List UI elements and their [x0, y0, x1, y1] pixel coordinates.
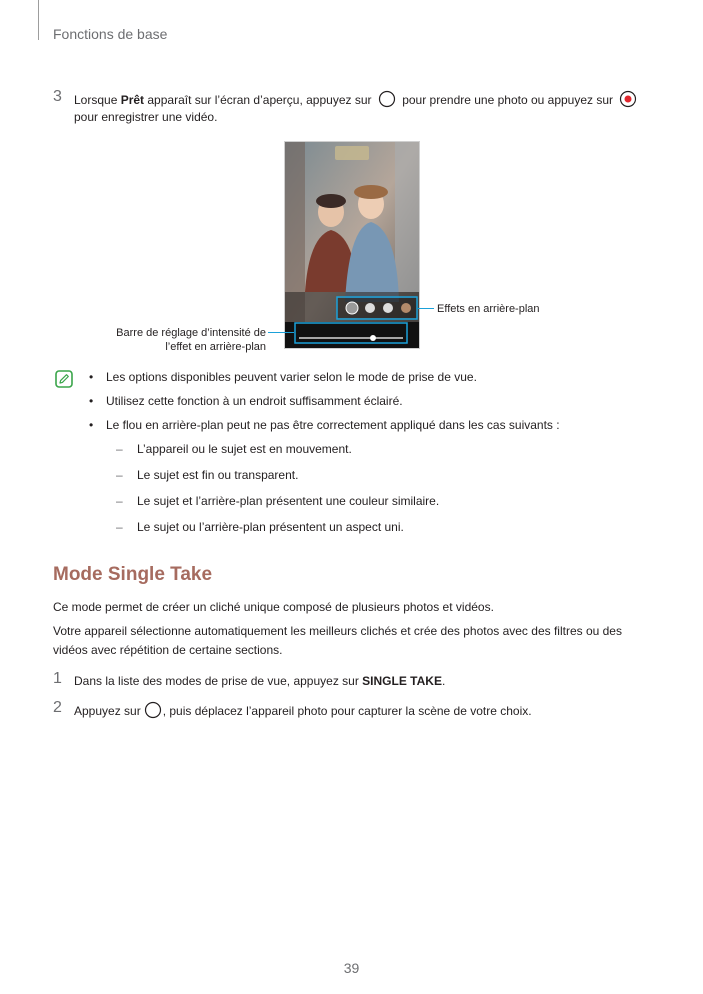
shutter-button-icon — [378, 90, 396, 114]
step-1-text — [74, 672, 445, 691]
step-3-bold: Prêt — [120, 93, 145, 107]
step-1-text-a: Dans la liste des modes de prise de vue, appuyez sur — [74, 674, 363, 688]
callout-left-line — [268, 332, 294, 333]
step-1-bold: SINGLE TAKE — [362, 674, 442, 688]
header-rule — [38, 0, 39, 40]
note-bullet-text: Le flou en arrière-plan peut ne pas être correctement appliqué dans les cas suivants : — [106, 418, 560, 432]
step-2-text — [74, 701, 532, 725]
shutter-button-icon — [144, 701, 162, 725]
dash-marker: – — [116, 520, 123, 534]
note-sub-item-text: Le sujet ou l’arrière-plan présentent un aspect uni. — [137, 520, 404, 534]
header-title: Fonctions de base — [53, 26, 168, 42]
callout-background-effects: Effets en arrière-plan — [437, 303, 540, 315]
callout-left-line2: l’effet en arrière-plan — [165, 341, 266, 353]
note-pencil-icon — [55, 370, 73, 393]
step-3-text-a: Lorsque — [74, 93, 121, 107]
note-sub-item-text: Le sujet est fin ou transparent. — [137, 468, 299, 482]
callout-left-line1: Barre de réglage d’intensité de — [116, 327, 266, 339]
dash-marker: – — [116, 468, 123, 482]
note-sub-item — [84, 466, 684, 492]
note-bullet-text: Les options disponibles peuvent varier selon le mode de prise de vue. — [106, 370, 477, 384]
note-sub-item-text: Le sujet et l’arrière-plan présentent une couleur similaire. — [137, 494, 440, 508]
bullet-dot: • — [89, 394, 94, 408]
callout-right-line — [418, 308, 434, 309]
camera-preview-image — [284, 141, 420, 349]
note-bullet — [84, 392, 684, 416]
section-title: Mode Single Take — [53, 564, 213, 585]
step-3-text-b: apparaît sur l’écran d’aperçu, appuyez sur — [144, 93, 372, 107]
record-button-icon — [619, 90, 637, 114]
section-paragraph-2 — [53, 622, 653, 660]
note-sub-item-text: L’appareil ou le sujet est en mouvement. — [137, 442, 352, 456]
step-2-number: 2 — [53, 699, 62, 716]
note-bullet — [84, 416, 684, 440]
bullet-dot: • — [89, 370, 94, 384]
callout-intensity-bar — [96, 326, 266, 354]
section-paragraph-1: Ce mode permet de créer un cliché unique composé de plusieurs photos et vidéos. — [53, 600, 494, 614]
dash-marker: – — [116, 494, 123, 508]
note-bullet — [84, 368, 684, 392]
page-number: 39 — [343, 960, 360, 976]
step-2-text-a: Appuyez sur — [74, 704, 141, 718]
dash-marker: – — [116, 442, 123, 456]
paragraph-2-line-1: Votre appareil sélectionne automatiquement les meilleurs clichés et crée des photos avec des filtres ou des — [53, 624, 622, 638]
step-2-text-b: , puis déplacez l’appareil photo pour capturer la scène de votre choix. — [162, 704, 532, 718]
note-bullet-text: Utilisez cette fonction à un endroit suffisamment éclairé. — [106, 394, 403, 408]
step-1-text-b: . — [441, 674, 446, 688]
note-sub-item — [84, 492, 684, 518]
step-3-text-c: pour prendre une photo ou appuyez sur — [402, 93, 614, 107]
step-1-number: 1 — [53, 670, 62, 687]
bullet-dot: • — [89, 418, 94, 432]
note-sub-item — [84, 518, 684, 544]
paragraph-2-line-2: vidéos avec répétition de certaine sections. — [53, 643, 283, 657]
note-sub-item — [84, 440, 684, 466]
step-3-number: 3 — [53, 88, 62, 105]
note-list — [84, 368, 684, 544]
step-3-text-d: pour enregistrer une vidéo. — [74, 110, 218, 124]
